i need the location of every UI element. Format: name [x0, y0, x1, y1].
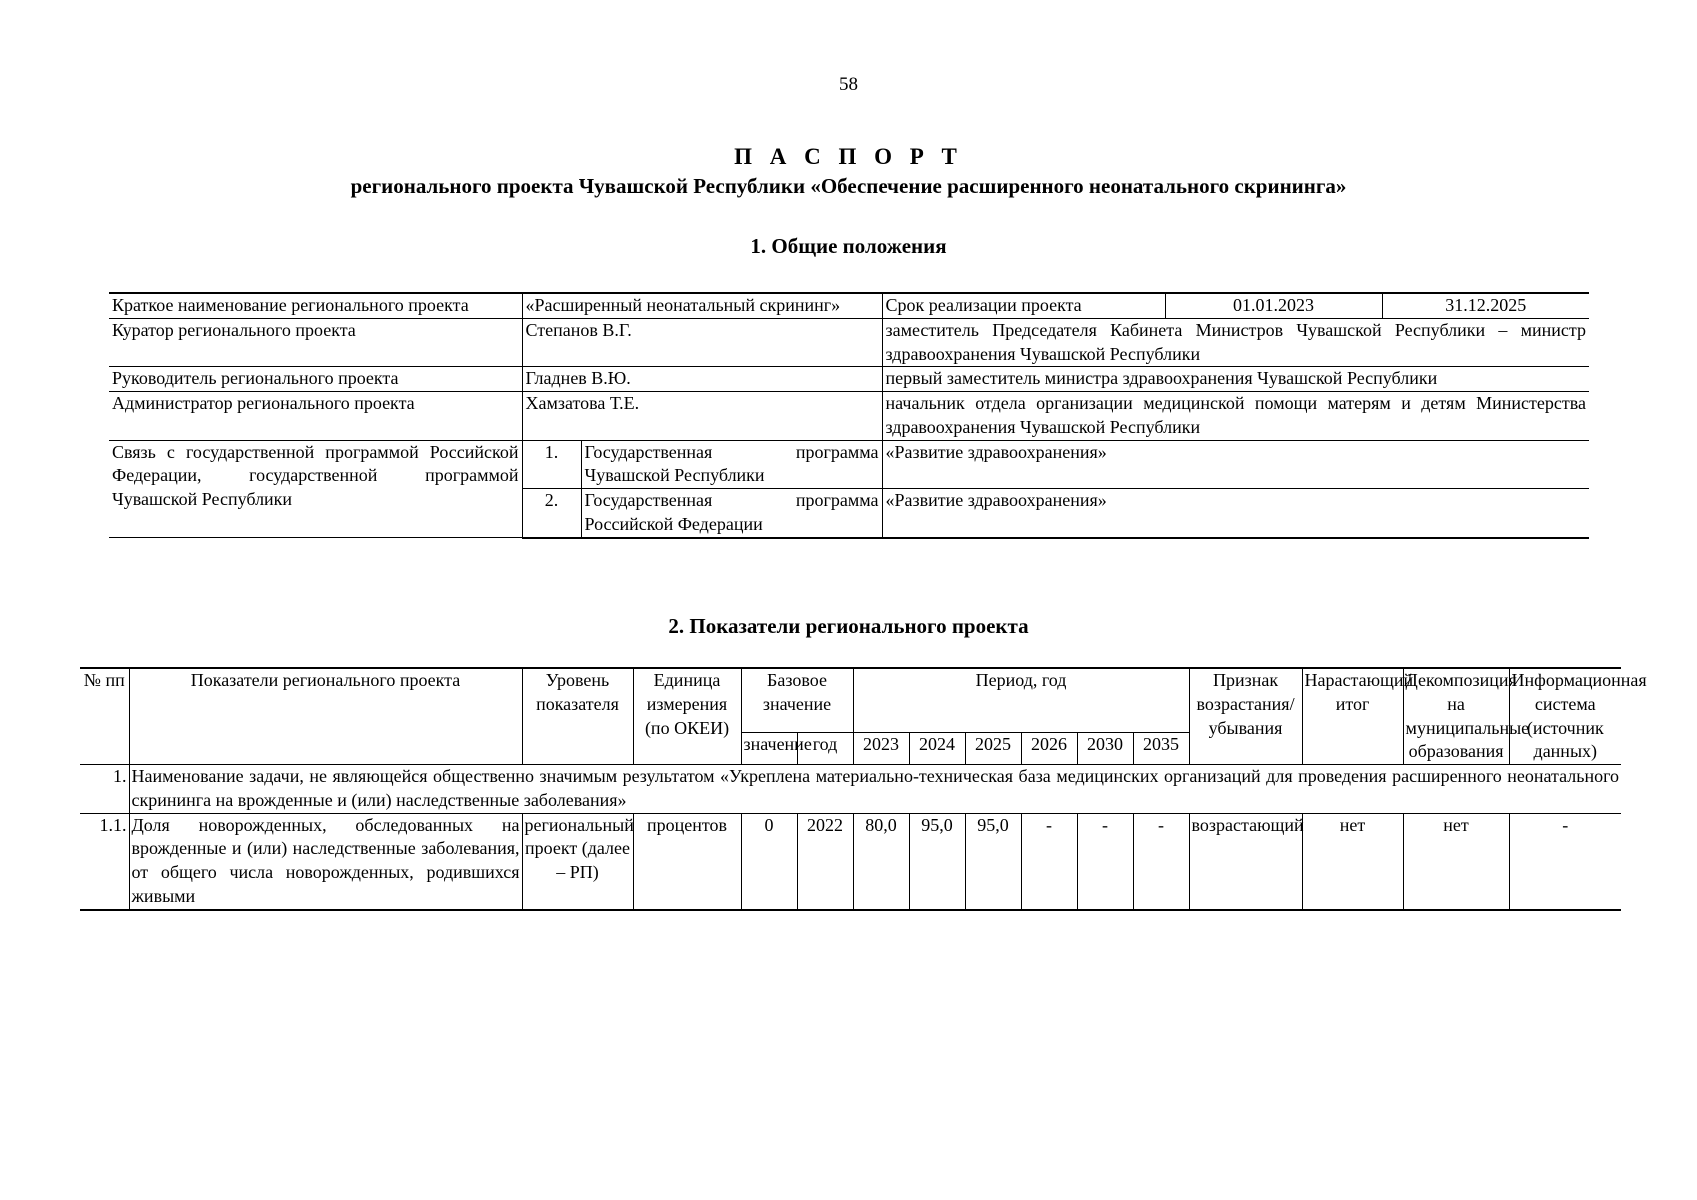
indicator-unit: процентов [633, 813, 741, 910]
table-row [109, 440, 1589, 489]
indicator-value: - [1021, 813, 1077, 910]
header-info-system: Информационная система (источник данных) [1509, 668, 1621, 765]
header-unit: Единица измерения (по ОКЕИ) [633, 668, 741, 765]
indicator-name: Доля новорожденных, обследованных на врожденные и (или) наследственные заболевания, от общего числа новорожденных, родившихся живыми [129, 813, 522, 910]
indicators-table [80, 667, 1647, 911]
section1-title: 1. Общие положения [750, 234, 947, 258]
indicator-info-system: - [1509, 813, 1621, 910]
program-type: Государственная программа Российской Федерации [581, 489, 882, 538]
header-year: 2030 [1077, 732, 1133, 764]
program-num: 1. [522, 440, 581, 489]
term-end: 31.12.2025 [1382, 293, 1589, 318]
head-label: Руководитель регионального проекта [109, 367, 522, 392]
program-type: Государственная программа Чувашской Республики [581, 440, 882, 489]
task-text: Наименование задачи, не являющейся общественно значимым результатом «Укреплена материально-техническая база медицинских организаций для проведения расширенного неонатального скрининга на врожденные и (или) наследственные заболевания» [129, 765, 1621, 814]
program-name: «Развитие здравоохранения» [882, 489, 1589, 538]
table-row [109, 293, 1589, 318]
header-year: 2023 [853, 732, 909, 764]
table-row [109, 367, 1589, 392]
header-level: Уровень показателя [522, 668, 633, 765]
indicator-num: 1.1. [80, 813, 129, 910]
table-header-row [80, 668, 1621, 732]
indicator-value: 80,0 [853, 813, 909, 910]
indicator-value: 95,0 [965, 813, 1021, 910]
indicator-base-value: 0 [741, 813, 797, 910]
page-number: 58 [839, 74, 858, 95]
indicator-decomposition: нет [1403, 813, 1509, 910]
header-cumulative: Нарастающий итог [1302, 668, 1403, 765]
table-row [109, 392, 1589, 441]
header-indicator: Показатели регионального проекта [129, 668, 522, 765]
admin-label: Администратор регионального проекта [109, 392, 522, 441]
table-row [109, 318, 1589, 367]
header-base: Базовое значение [741, 668, 853, 732]
document-subtitle: регионального проекта Чувашской Республики «Обеспечение расширенного неонатального скрининга» [350, 174, 1347, 198]
short-name-label: Краткое наименование регионального проекта [109, 293, 522, 318]
indicator-level: региональный проект (далее – РП) [522, 813, 633, 910]
admin-position: начальник отдела организации медицинской помощи матерям и детям Министерства здравоохранения Чувашской Республики [882, 392, 1589, 441]
task-num: 1. [80, 765, 129, 814]
head-name: Гладнев В.Ю. [522, 367, 882, 392]
head-position: первый заместитель министра здравоохранения Чувашской Республики [882, 367, 1589, 392]
header-year: 2035 [1133, 732, 1189, 764]
term-label: Срок реализации проекта [882, 293, 1165, 318]
header-base-year: год [797, 732, 853, 764]
header-trend: Признак возрастания/ убывания [1189, 668, 1302, 765]
term-start: 01.01.2023 [1165, 293, 1382, 318]
table-row [80, 813, 1621, 910]
header-num: № пп [80, 668, 129, 765]
header-year: 2024 [909, 732, 965, 764]
document-title: П А С П О Р Т [734, 144, 963, 169]
curator-position: заместитель Председателя Кабинета Министров Чувашской Республики – министр здравоохранения Чувашской Республики [882, 318, 1589, 367]
indicator-value: - [1133, 813, 1189, 910]
header-year: 2025 [965, 732, 1021, 764]
curator-name: Степанов В.Г. [522, 318, 882, 367]
header-decomposition: Декомпозиция на муниципальные образования [1403, 668, 1509, 765]
indicator-value: 95,0 [909, 813, 965, 910]
curator-label: Куратор регионального проекта [109, 318, 522, 367]
program-num: 2. [522, 489, 581, 538]
short-name-value: «Расширенный неонатальный скрининг» [522, 293, 882, 318]
section2-title: 2. Показатели регионального проекта [668, 614, 1029, 638]
general-provisions-table [109, 292, 1589, 539]
indicator-base-year: 2022 [797, 813, 853, 910]
admin-name: Хамзатова Т.Е. [522, 392, 882, 441]
program-name: «Развитие здравоохранения» [882, 440, 1589, 489]
header-base-value: значение [741, 732, 797, 764]
indicator-value: - [1077, 813, 1133, 910]
header-period: Период, год [853, 668, 1189, 732]
header-year: 2026 [1021, 732, 1077, 764]
indicator-trend: возрастающий [1189, 813, 1302, 910]
program-link-label: Связь с государственной программой Российской Федерации, государственной программой Чувашской Республики [109, 440, 522, 538]
task-row [80, 765, 1621, 814]
indicator-cumulative: нет [1302, 813, 1403, 910]
